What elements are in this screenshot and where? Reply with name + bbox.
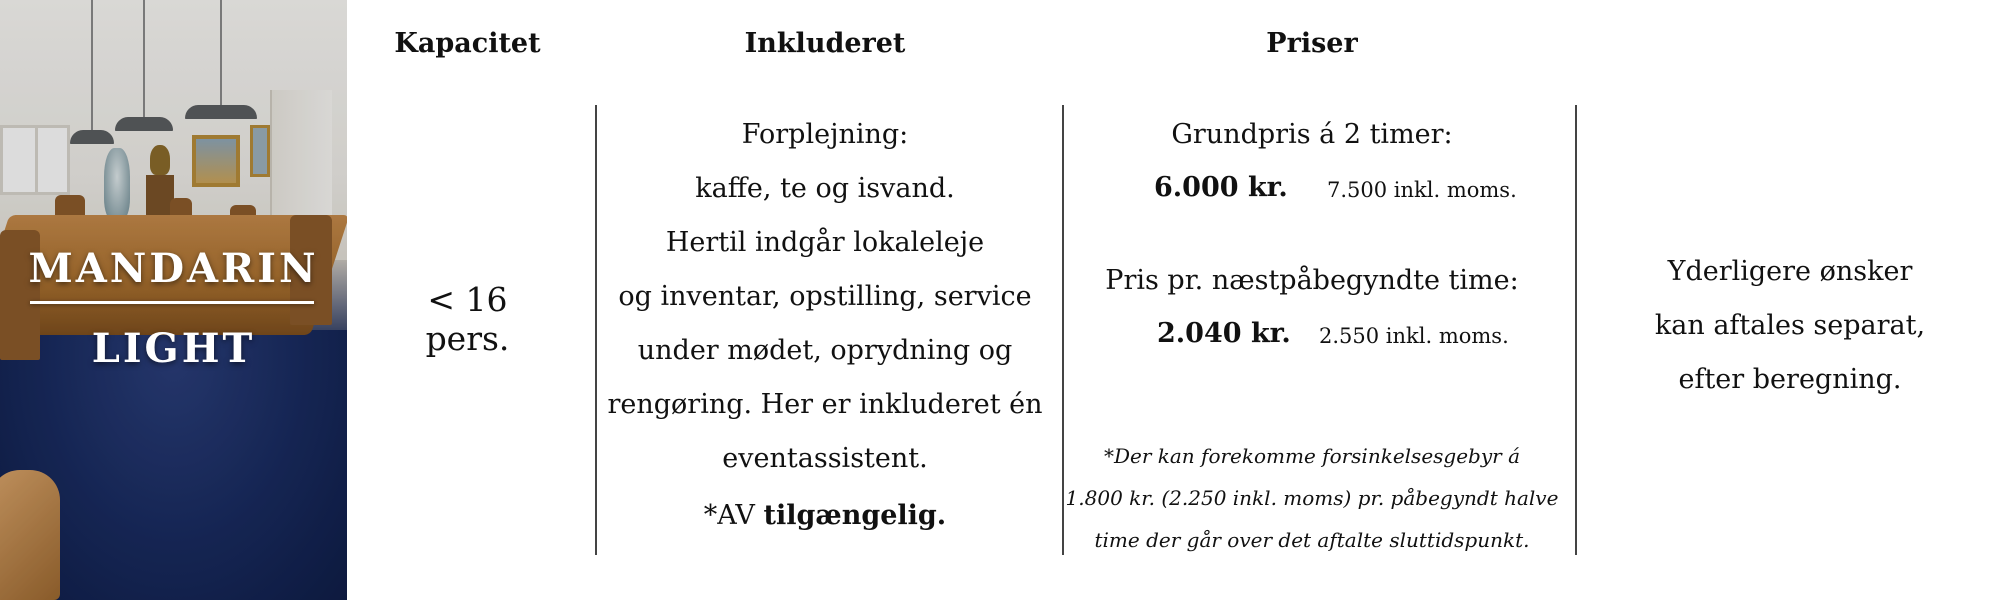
room-photo [0,0,347,600]
header-included: Inkluderet [744,28,906,59]
room-name-line1: MANDARIN [28,245,319,292]
hourly-price-row [1062,308,1562,368]
room-name-divider [30,301,314,304]
delay-fee-note [1062,435,1562,561]
extra-wishes [1600,245,1980,407]
prices-block [1062,108,1562,368]
note-line: *Der kan forekomme forsinkelsesgebyr á [1103,444,1521,468]
spacer [1062,222,1562,254]
note-line: time der går over det aftalte sluttidspunkt. [1094,528,1530,552]
base-price-row [1062,162,1562,222]
extra-line: Yderligere ønsker [1667,256,1913,287]
base-price-label: Grundpris á 2 timer: [1171,119,1453,150]
extra-line: efter beregning. [1678,364,1902,395]
photo-shade [0,0,347,600]
included-line: eventassistent. [722,443,928,474]
included-line: og inventar, opstilling, service [618,281,1032,312]
included-line: Hertil indgår lokaleleje [665,227,985,258]
base-price-incl: 7.500 inkl. moms. [1327,178,1517,202]
column-divider [1575,105,1577,555]
base-price: 6.000 kr. [1154,172,1288,203]
av-bold: tilgængelig. [763,500,947,531]
hourly-price-label: Pris pr. næstpåbegyndte time: [1105,265,1519,296]
header-capacity: Kapacitet [394,28,541,59]
capacity-value: < 16 pers. [425,280,510,358]
included-line: rengøring. Her er inkluderet én [607,389,1043,420]
extra-line: kan aftales separat, [1654,310,1926,341]
included-line: under mødet, oprydning og [637,335,1013,366]
included-text [595,108,1055,546]
av-availability [595,486,1055,546]
note-line: 1.800 kr. (2.250 inkl. moms) pr. påbegyndt halve [1065,486,1559,510]
included-line: Forplejning: [741,119,909,150]
included-line: kaffe, te og isvand. [695,173,955,204]
hourly-price-incl: 2.550 inkl. moms. [1319,324,1509,348]
av-prefix: *AV [703,500,764,531]
room-name-line2: LIGHT [91,325,256,372]
hourly-price: 2.040 kr. [1157,318,1291,349]
header-prices: Priser [1266,28,1358,59]
